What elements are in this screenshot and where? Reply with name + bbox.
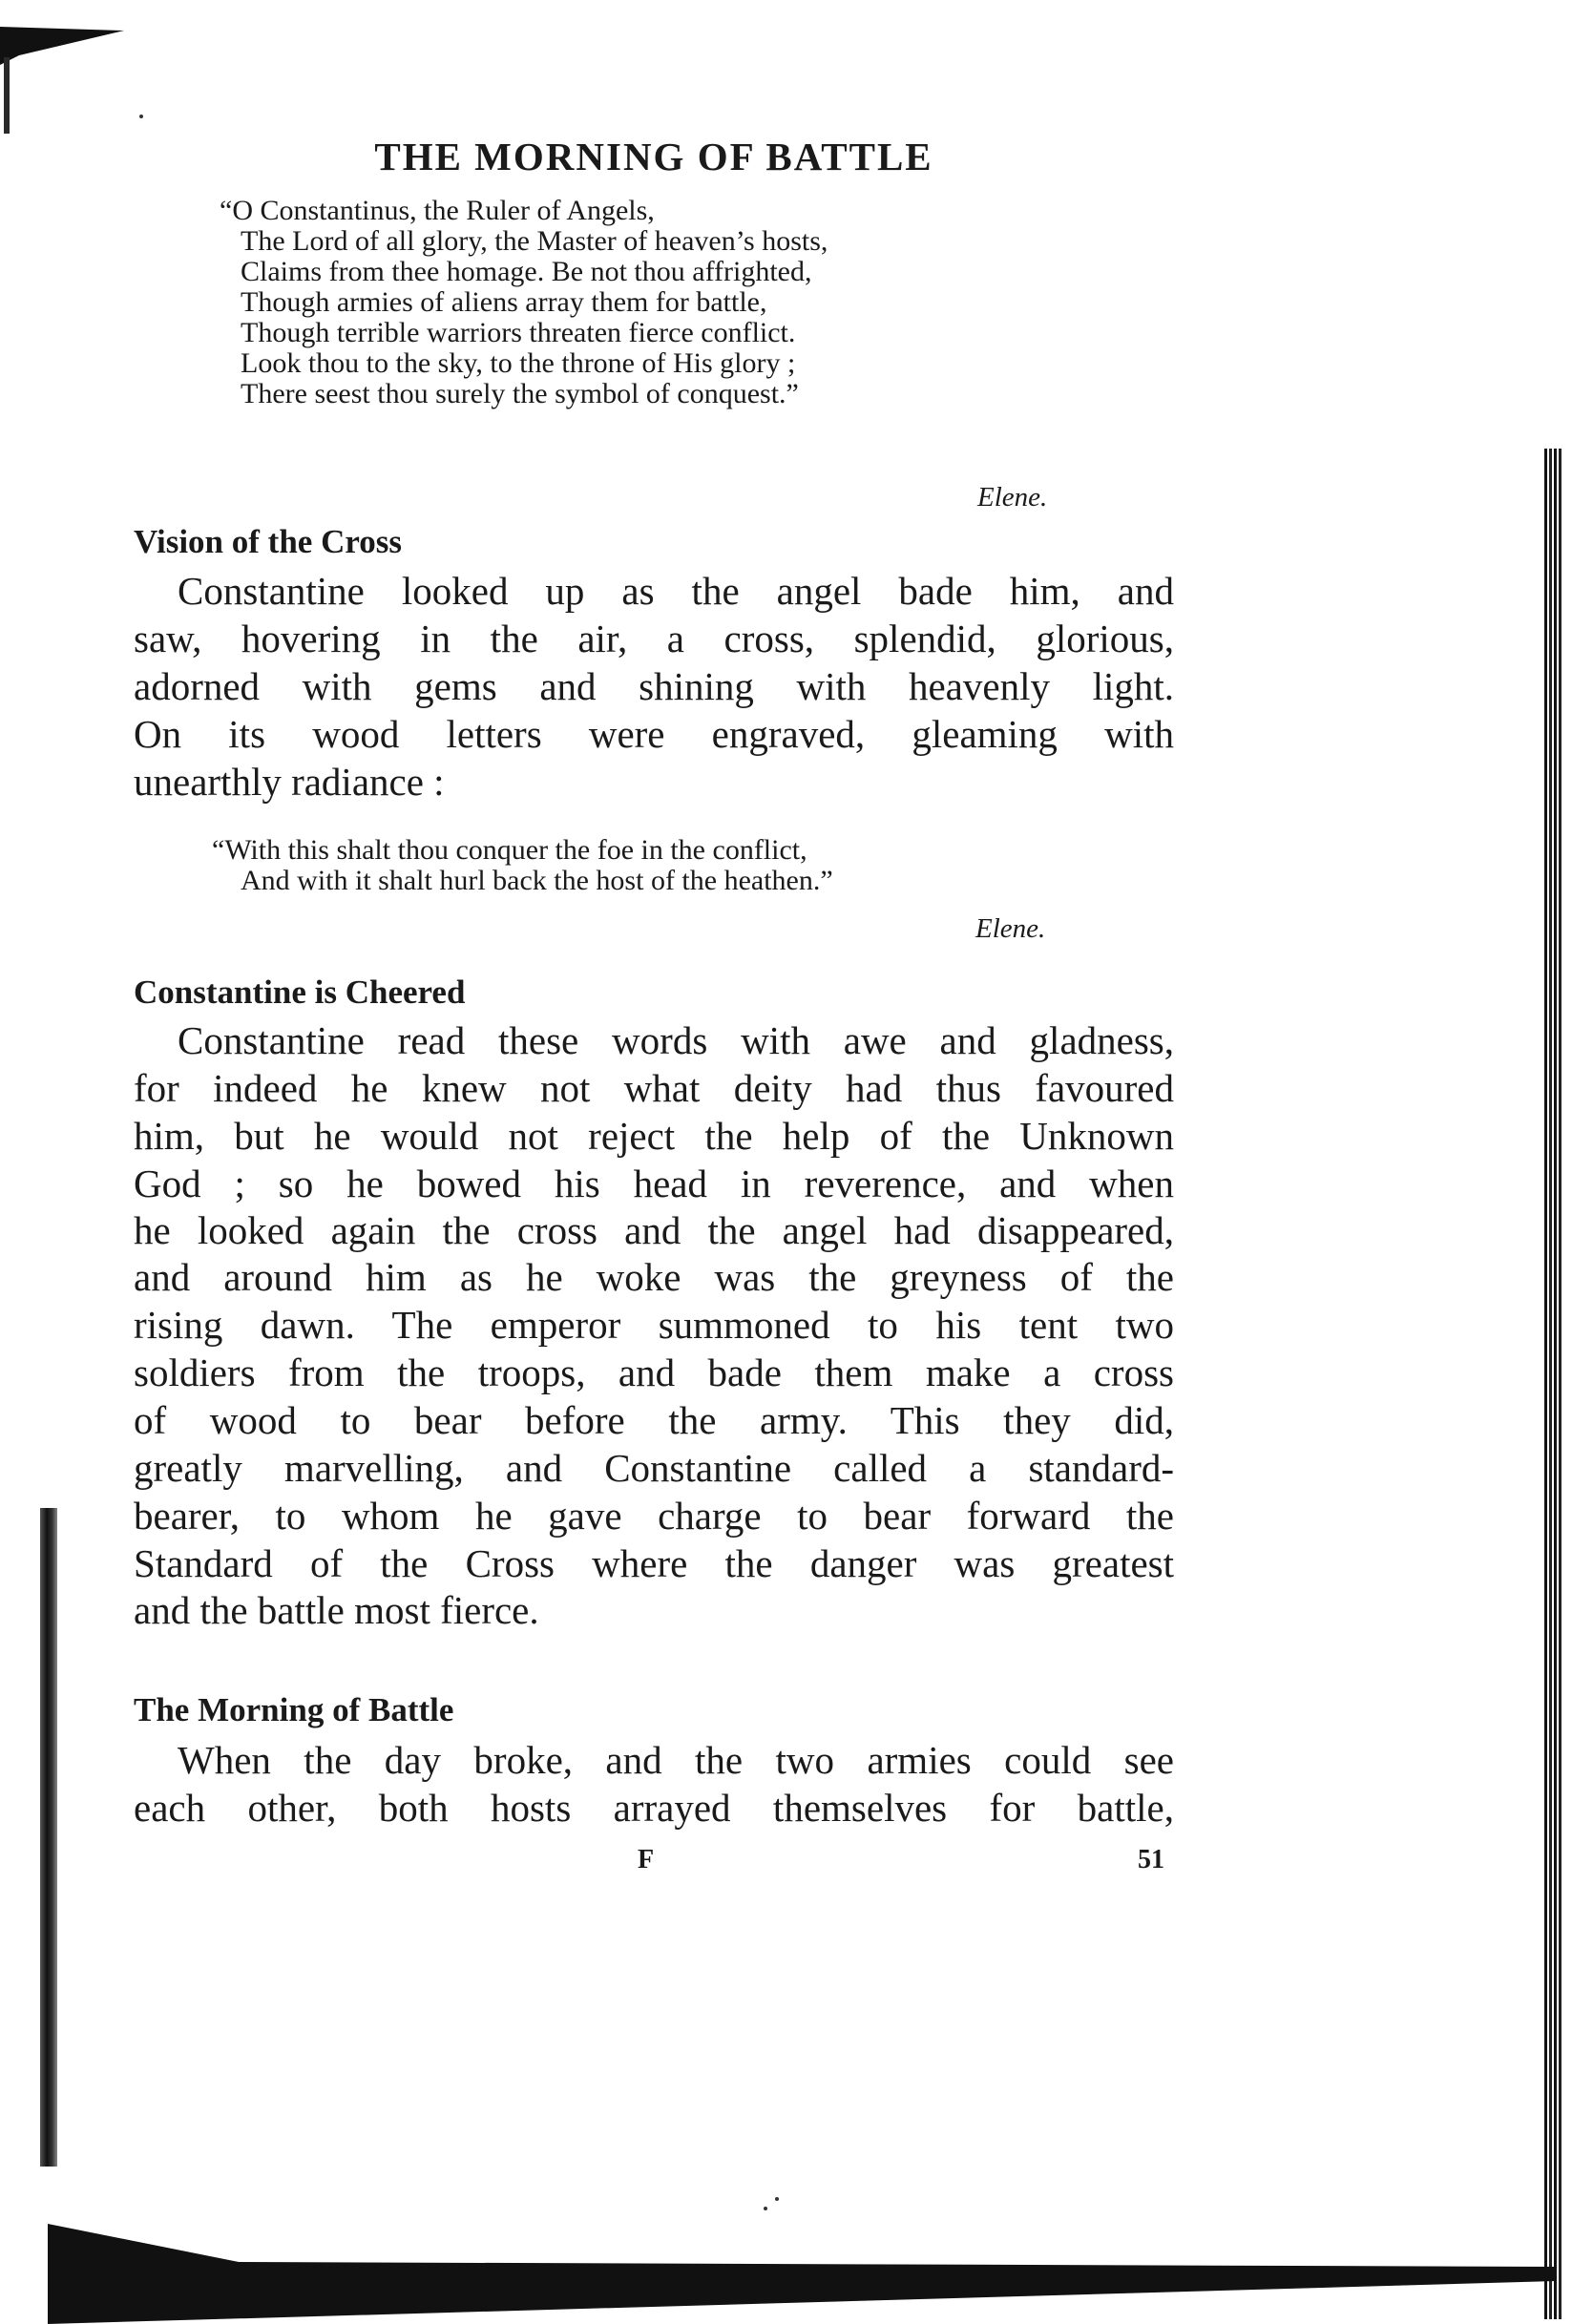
verse-line: Claims from thee homage. Be not thou affrighted, [241,256,812,287]
body-line: adorned with gems and shining with heavenly light. [134,664,1174,708]
verse-line: “With this shalt thou conquer the foe in the conflict, [212,834,807,866]
body-line: and the battle most fierce. [134,1588,539,1632]
signature-mark: F [638,1845,655,1874]
body-line: bearer, to whom he gave charge to bear forward the [134,1494,1174,1538]
scan-speck [139,115,143,118]
page-number: 51 [1138,1845,1164,1874]
body-line: him, but he would not reject the help of the Unknown [134,1114,1174,1158]
verse-line: Look thou to the sky, to the throne of His glory ; [241,347,796,379]
verse-quote-2 [212,835,833,896]
scan-speck [775,2197,779,2201]
scan-speck [764,2207,767,2210]
verse-line: “O Constantinus, the Ruler of Angels, [220,195,655,226]
body-line: When the day broke, and the two armies could see [178,1738,1174,1782]
body-line: of wood to bear before the army. This they did, [134,1398,1174,1442]
body-line: for indeed he knew not what deity had thus favoured [134,1066,1174,1110]
body-line: Constantine looked up as the angel bade him, and [178,569,1174,613]
section-heading: Vision of the Cross [134,523,402,560]
section-heading: Constantine is Cheered [134,974,466,1011]
verse-line: There seest thou surely the symbol of conquest.” [241,378,799,409]
body-line: greatly marvelling, and Constantine called a standard- [134,1446,1174,1490]
body-line: God ; so he bowed his head in reverence, and when [134,1162,1174,1205]
verse-line: Though armies of aliens array them for battle, [241,286,767,318]
running-head: THE MORNING OF BATTLE [374,135,933,178]
body-line: he looked again the cross and the angel had disappeared, [134,1208,1174,1252]
body-line: rising dawn. The emperor summoned to his tent two [134,1303,1174,1347]
scan-bottom-edge [48,2224,1556,2324]
verse-attribution: Elene. [977,482,1048,513]
scan-corner-mark [0,27,124,65]
body-line: Constantine read these words with awe and gladness, [178,1018,1174,1062]
section-heading: The Morning of Battle [134,1691,454,1728]
body-line: each other, both hosts arrayed themselves for battle, [134,1786,1174,1830]
scan-left-edge [4,57,10,134]
scan-left-binding-shadow [40,1508,57,2167]
verse-attribution: Elene. [975,913,1046,944]
verse-line: Though terrible warriors threaten fierce conflict. [241,317,796,348]
verse-line: The Lord of all glory, the Master of heaven’s hosts, [241,225,828,257]
body-line: soldiers from the troops, and bade them make a cross [134,1350,1174,1394]
verse-line: And with it shalt hurl back the host of the heathen.” [241,865,833,896]
body-line: On its wood letters were engraved, gleaming with [134,712,1174,756]
verse-quote-1 [220,196,828,409]
body-line: saw, hovering in the air, a cross, splendid, glorious, [134,617,1174,660]
body-line: unearthly radiance : [134,760,445,804]
body-line: Standard of the Cross where the danger was greatest [134,1541,1174,1585]
scan-right-edge-lines [1544,449,1563,2319]
body-line: and around him as he woke was the greyness of the [134,1255,1174,1299]
